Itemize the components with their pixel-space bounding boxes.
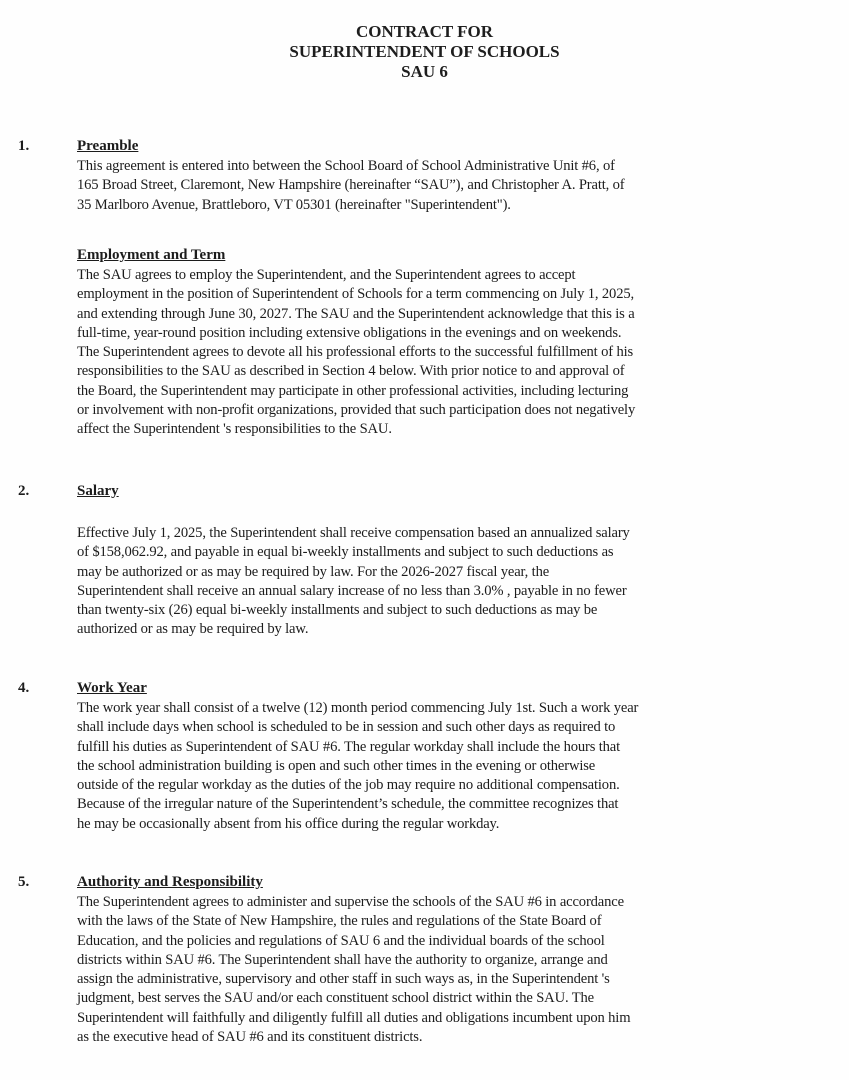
body-line: districts within SAU #6. The Superintendent shall have the authority to organize, arrange and — [77, 951, 608, 968]
title-line-3: SAU 6 — [401, 62, 448, 81]
section-heading: Salary — [77, 483, 119, 499]
body-line: Superintendent shall receive an annual salary increase of no less than 3.0% , payable in no fewer — [77, 582, 627, 599]
section-number: 1. — [18, 138, 30, 154]
section-body — [77, 157, 829, 215]
body-line: full-time, year-round position including extensive obligations in the evenings and on weekends. — [77, 324, 622, 341]
body-line: responsibilities to the SAU as described in Section 4 below. With prior notice to and approval of — [77, 363, 625, 380]
body-line: the school administration building is open and such other times in the evening or otherwise — [77, 757, 596, 774]
body-line: shall include days when school is scheduled to be in session and such other days as required to — [77, 719, 616, 736]
body-line: the Board, the Superintendent may participate in other professional activities, including lecturing — [77, 382, 629, 399]
body-line: than twenty-six (26) equal bi-weekly installments and subject to such deductions as may be — [77, 602, 598, 619]
body-line: may be authorized or as may be required by law. For the 2026-2027 fiscal year, the — [77, 563, 550, 580]
body-line: as the executive head of SAU #6 and its constituent districts. — [77, 1029, 423, 1046]
body-line: he may be occasionally absent from his office during the regular workday. — [77, 815, 500, 832]
section-number: 2. — [18, 483, 30, 499]
body-line: affect the Superintendent 's responsibilities to the SAU. — [77, 421, 392, 438]
body-line: 165 Broad Street, Claremont, New Hampshire (hereinafter “SAU”), and Christopher A. Pratt, of — [77, 177, 625, 194]
body-line: 35 Marlboro Avenue, Brattleboro, VT 05301 (hereinafter "Superintendent"). — [77, 196, 511, 213]
section-number: 5. — [18, 874, 30, 890]
body-line: The work year shall consist of a twelve (12) month period commencing July 1st. Such a work year — [77, 700, 639, 716]
body-line: judgment, best serves the SAU and/or each constituent school district within the SAU. The — [77, 990, 594, 1007]
title-line-2: SUPERINTENDENT OF SCHOOLS — [289, 42, 560, 61]
body-line: Superintendent will faithfully and diligently fulfill all duties and obligations incumbent upon him — [77, 1009, 631, 1026]
body-line: and extending through June 30, 2027. The SAU and the Superintendent acknowledge that this is a — [77, 305, 635, 322]
body-line: This agreement is entered into between the School Board of School Administrative Unit #6, of — [77, 158, 615, 174]
body-line: fulfill his duties as Superintendent of SAU #6. The regular workday shall include the hours that — [77, 738, 621, 755]
body-line: Because of the irregular nature of the Superintendent’s schedule, the committee recognizes that — [77, 796, 619, 813]
body-line: Effective July 1, 2025, the Superintendent shall receive compensation based an annualized salary — [77, 525, 630, 541]
body-line: with the laws of the State of New Hampshire, the rules and regulations of the State Board of — [77, 913, 602, 930]
section-heading: Preamble — [77, 138, 139, 154]
section-body — [77, 893, 829, 1047]
section-body — [77, 266, 829, 440]
section-heading: Authority and Responsibility — [77, 874, 263, 890]
document-title — [0, 22, 849, 82]
body-line: The Superintendent agrees to devote all his professional efforts to the successful fulfillment of his — [77, 344, 634, 361]
body-line: Education, and the policies and regulations of SAU 6 and the individual boards of the school — [77, 932, 605, 949]
body-line: The SAU agrees to employ the Superintendent, and the Superintendent agrees to accept — [77, 267, 576, 283]
section-heading: Work Year — [77, 680, 147, 696]
body-line: assign the administrative, supervisory and other staff in such ways as, in the Superintendent 's — [77, 971, 610, 988]
body-line: or involvement with non-profit organizations, provided that such participation does not negatively — [77, 402, 636, 419]
section-heading: Employment and Term — [77, 247, 226, 263]
body-line: employment in the position of Superintendent of Schools for a term commencing on July 1, 2025, — [77, 286, 634, 303]
section-body — [77, 524, 829, 640]
body-line: The Superintendent agrees to administer and supervise the schools of the SAU #6 in accordance — [77, 894, 624, 910]
body-line: outside of the regular workday as the duties of the job may require no additional compensation. — [77, 777, 620, 794]
title-line-1: CONTRACT FOR — [355, 22, 494, 41]
body-line: of $158,062.92, and payable in equal bi-weekly installments and subject to such deductions as — [77, 544, 614, 561]
body-line: authorized or as may be required by law. — [77, 621, 309, 638]
section-body — [77, 699, 829, 834]
section-number: 4. — [18, 680, 30, 696]
